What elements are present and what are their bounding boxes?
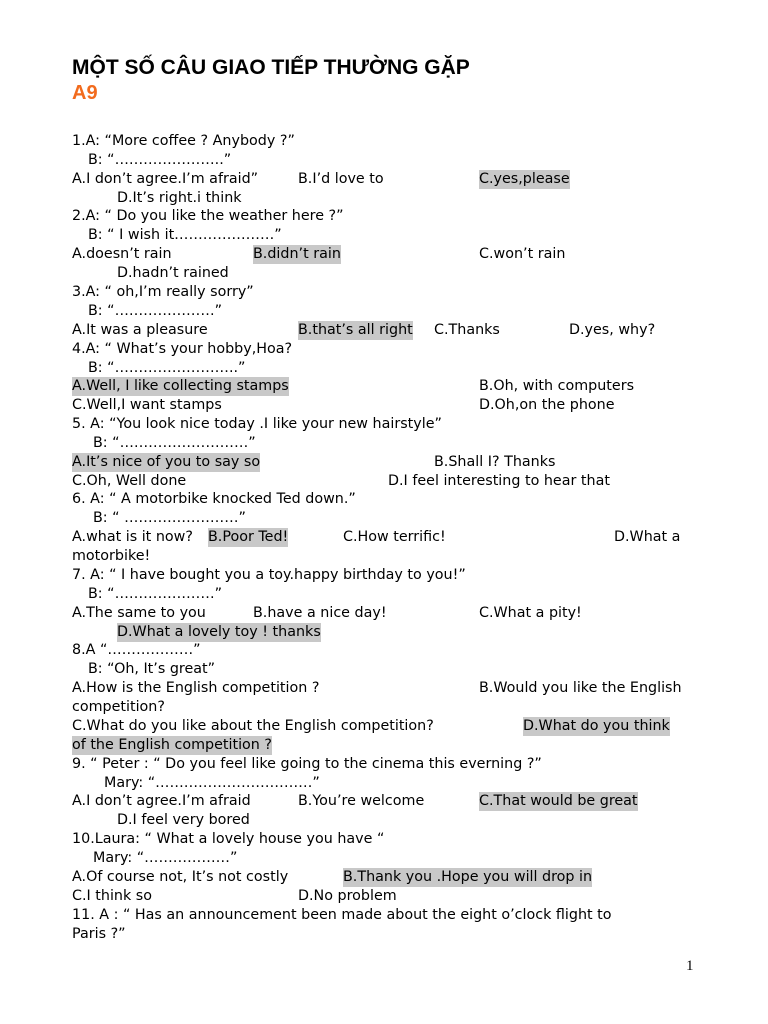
question-3-prompt: 3.A: “ oh,I’m really sorry” xyxy=(72,284,254,300)
question-11-prompt: 11. A : “ Has an announcement been made about the eight o’clock flight to xyxy=(72,907,612,923)
question-9-reply: Mary: “……………………………” xyxy=(104,775,320,791)
question-10-reply: Mary: “………………” xyxy=(93,850,238,866)
question-10-option-a: A.Of course not, It’s not costly xyxy=(72,869,289,885)
question-8-option-b: B.Would you like the English xyxy=(479,680,682,696)
question-4-reply: B: “……………………..” xyxy=(88,360,246,376)
question-8-prompt: 8.A “………………” xyxy=(72,642,201,658)
page-title: MỘT SỐ CÂU GIAO TIẾP THƯỜNG GẶP xyxy=(72,56,470,79)
question-3-option-a: A.It was a pleasure xyxy=(72,322,208,338)
question-7-option-a: A.The same to you xyxy=(72,605,206,621)
question-8-reply: B: “Oh, It’s great” xyxy=(88,661,216,677)
question-8-option-a: A.How is the English competition ? xyxy=(72,680,320,696)
page-number: 1 xyxy=(686,958,694,974)
question-4-prompt: 4.A: “ What’s your hobby,Hoa? xyxy=(72,341,293,357)
question-8-option-c: C.What do you like about the English competition? xyxy=(72,718,434,734)
question-3-reply: B: “…………………” xyxy=(88,303,223,319)
question-5-prompt: 5. A: “You look nice today .I like your new hairstyle” xyxy=(72,416,442,432)
question-7-option-c: C.What a pity! xyxy=(479,605,582,621)
question-6-option-c: C.How terrific! xyxy=(343,529,446,545)
question-6-reply: B: “ ……………………” xyxy=(93,510,246,526)
question-11-prompt-continued: Paris ?” xyxy=(72,926,126,942)
question-1-option-b: B.I’d love to xyxy=(298,171,384,187)
question-1-reply: B: “…………………..” xyxy=(88,152,232,168)
question-7-prompt: 7. A: “ I have bought you a toy.happy birthday to you!” xyxy=(72,567,466,583)
question-4-option-c: C.Well,I want stamps xyxy=(72,397,222,413)
question-5-option-a-answer: A.It’s nice of you to say so xyxy=(72,454,261,470)
question-1-option-c-answer: C.yes,please xyxy=(479,171,570,187)
question-9-option-d: D.I feel very bored xyxy=(117,812,250,828)
question-9-option-b: B.You’re welcome xyxy=(298,793,425,809)
question-4-option-a-answer: A.Well, I like collecting stamps xyxy=(72,378,289,394)
question-7-option-b: B.have a nice day! xyxy=(253,605,387,621)
question-6-prompt: 6. A: “ A motorbike knocked Ted down.” xyxy=(72,491,356,507)
question-5-option-d: D.I feel interesting to hear that xyxy=(388,473,610,489)
question-10-option-b-answer: B.Thank you .Hope you will drop in xyxy=(343,869,593,885)
question-6-option-d-continued: motorbike! xyxy=(72,548,151,564)
question-3-option-c: C.Thanks xyxy=(434,322,500,338)
question-3-option-b-answer: B.that’s all right xyxy=(298,322,413,338)
question-6-option-d: D.What a xyxy=(614,529,681,545)
question-8-option-b-continued: competition? xyxy=(72,699,165,715)
question-6-option-b-answer: B.Poor Ted! xyxy=(208,529,289,545)
question-1-option-d: D.It’s right.i think xyxy=(117,190,242,206)
question-1-option-a: A.I don’t agree.I’m afraid” xyxy=(72,171,259,187)
question-4-option-d: D.Oh,on the phone xyxy=(479,397,615,413)
question-5-reply: B: “………………………” xyxy=(93,435,256,451)
question-5-option-c: C.Oh, Well done xyxy=(72,473,187,489)
question-9-prompt: 9. “ Peter : “ Do you feel like going to the cinema this everning ?” xyxy=(72,756,542,772)
question-10-prompt: 10.Laura: “ What a lovely house you have “ xyxy=(72,831,385,847)
question-2-prompt: 2.A: “ Do you like the weather here ?” xyxy=(72,208,344,224)
question-7-option-d-answer: D.What a lovely toy ! thanks xyxy=(117,624,321,640)
question-8-option-d-answer-continued: of the English competition ? xyxy=(72,737,273,753)
question-3-option-d: D.yes, why? xyxy=(569,322,656,338)
page-subtitle: A9 xyxy=(72,82,98,104)
question-10-option-c: C.I think so xyxy=(72,888,153,904)
question-2-option-d: D.hadn’t rained xyxy=(117,265,229,281)
question-6-option-a: A.what is it now? xyxy=(72,529,193,545)
question-2-reply: B: “ I wish it…………………” xyxy=(88,227,282,243)
question-9-option-c-answer: C.That would be great xyxy=(479,793,638,809)
question-7-reply: B: “…………………” xyxy=(88,586,223,602)
question-2-option-c: C.won’t rain xyxy=(479,246,566,262)
question-4-option-b: B.Oh, with computers xyxy=(479,378,635,394)
question-8-option-d-answer: D.What do you think xyxy=(523,718,670,734)
question-9-option-a: A.I don’t agree.I’m afraid xyxy=(72,793,251,809)
question-2-option-a: A.doesn’t rain xyxy=(72,246,172,262)
question-1-prompt: 1.A: “More coffee ? Anybody ?” xyxy=(72,133,295,149)
question-5-option-b: B.Shall I? Thanks xyxy=(434,454,556,470)
question-2-option-b-answer: B.didn’t rain xyxy=(253,246,341,262)
question-10-option-d: D.No problem xyxy=(298,888,397,904)
